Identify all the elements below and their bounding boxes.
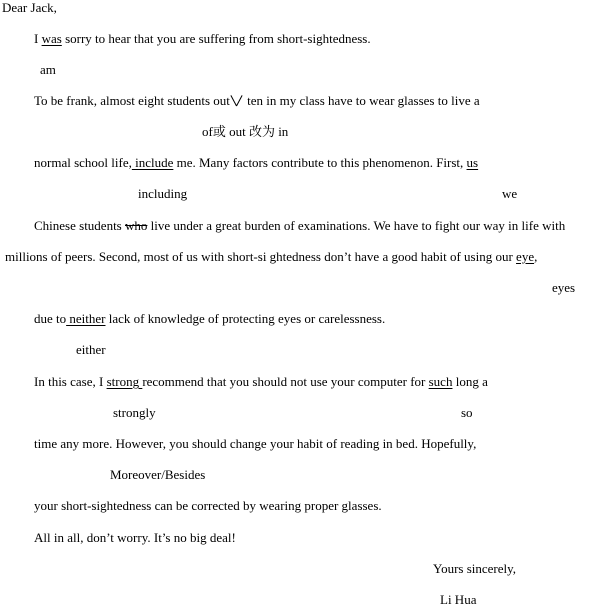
error-word-include: include <box>131 155 174 170</box>
line-5 <box>5 249 537 265</box>
line-3 <box>34 155 478 171</box>
insertion-caret-icon <box>230 94 244 106</box>
deleted-word-who: who <box>125 218 148 233</box>
correction-am: am <box>40 62 56 77</box>
line-1-text-a: I <box>34 31 42 46</box>
correction-either: either <box>76 342 106 357</box>
error-word-eye: eye <box>516 249 535 264</box>
error-word-was: was <box>41 31 62 46</box>
line-4-text-a: Chinese students <box>34 218 125 233</box>
correction-eyes: eyes <box>552 280 576 295</box>
line-7 <box>34 374 488 390</box>
line-9: your short-sightedness can be corrected by wearing proper glasses. <box>34 498 382 513</box>
line-5-text-c: , <box>534 249 538 264</box>
correction-we: we <box>502 186 518 201</box>
line-1 <box>34 31 371 47</box>
correction-including: including <box>138 186 188 201</box>
line-5-text-a: millions of peers. Second, most of us with short-si ghtedness don’t have a good habit of using our <box>5 249 517 264</box>
closing: Yours sincerely, <box>433 561 517 576</box>
line-1-text-c: sorry to hear that you are suffering from short-sightedness. <box>61 31 371 46</box>
line-4 <box>34 218 565 234</box>
correction-strongly: strongly <box>113 405 156 420</box>
correction-of: of或 out 改为 in <box>202 124 289 139</box>
error-word-such: such <box>428 374 453 389</box>
line-6-text-a: due to <box>34 311 67 326</box>
line-4-text-c: live under a great burden of examinations. We have to fight our way in life with <box>147 218 566 233</box>
line-2-text-a: To be frank, almost eight students out <box>34 93 230 108</box>
line-2-text-b: ten in my class have to wear glasses to live a <box>243 93 480 108</box>
error-word-us: us <box>466 155 479 170</box>
error-word-neither: neither <box>66 311 106 326</box>
line-10: All in all, don’t worry. It’s no big deal! <box>34 530 236 545</box>
line-6-text-c: lack of knowledge of protecting eyes or carelessness. <box>105 311 386 326</box>
line-3-text-a: normal school life, <box>34 155 132 170</box>
line-7-text-e: long a <box>452 374 488 389</box>
correction-so: so <box>461 405 473 420</box>
salutation: Dear Jack, <box>2 0 57 15</box>
line-8: time any more. However, you should change your habit of reading in bed. Hopefully, <box>34 436 477 451</box>
signature: Li Hua <box>440 592 477 607</box>
error-word-strong: strong <box>106 374 143 389</box>
line-7-text-a: In this case, I <box>34 374 107 389</box>
line-2 <box>34 93 480 109</box>
line-3-text-c: me. Many factors contribute to this phenomenon. First, <box>173 155 467 170</box>
line-6 <box>34 311 385 327</box>
correction-moreover: Moreover/Besides <box>110 467 206 482</box>
line-7-text-c: recommend that you should not use your computer for <box>142 374 429 389</box>
